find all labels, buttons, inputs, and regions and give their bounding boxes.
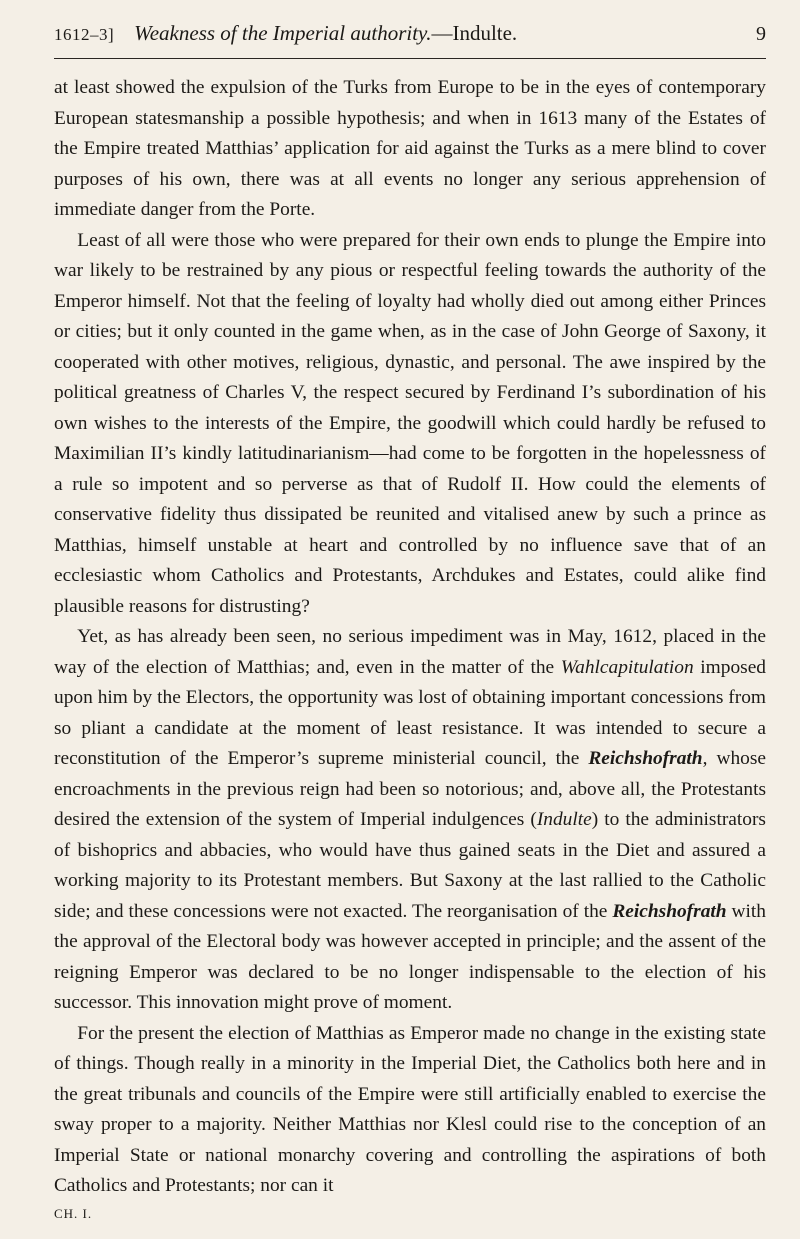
text-run: Least of all were those who were prepared for their own ends to plunge the Empire into war likely to be restrained by any pious or respectful feeling towards the authority of the Emperor himself. Not that the feeling of loyalty had wholly died out among either Princes or cities; but it only counted in the game when, as in the case of John George of Saxony, it cooperated with other motives, religious, dynastic, and personal. The awe inspired by the political greatness of Charles V, the respect secured by Ferdinand I’s subordination of his own wishes to the interests of the Empire, the goodwill which could hardly be refused to Maximilian II’s kindly latitudinarianism—had come to be forgotten in the hopelessness of a rule so impotent and so perverse as that of Rudolf II. How could the elements of conservative fidelity thus dissipated be reunited and vitalised anew by such a prince as Matthias, himself unstable at heart and controlled by no influence save that of an ecclesiastic whom Catholics and Protestants, Archdukes and Estates, could alike find plausible reasons for distrusting? (54, 229, 766, 617)
emphasis-term: Indulte (536, 809, 592, 830)
text-run: ) to the administrators of bishoprics and abbacies, who would have thus gained seats in the Diet and assured a working majority to its Protestant members. But Saxony at the last rallied to the Catholic side; and these concessions were not exacted. The reorganisation of the (54, 809, 766, 922)
running-title-rest: —Indulte. (431, 21, 518, 45)
running-header (54, 18, 766, 59)
text-run: For the present the election of Matthias as Emperor made no change in the existing state of things. Though really in a minority in the Imperial Diet, the Catholics both here and in the great tribunals and councils of the Empire were still artificially enabled to exercise the sway proper to a majority. Neither Matthias nor Klesl could rise to the conception of an Imperial State or national monarchy covering and controlling the aspirations of both Catholics and Protestants; nor can it (54, 1022, 766, 1196)
text-run: Yet, as has already been seen, no serious impediment was in May, 1612, placed in the way of the election of Matthias; and, even in the matter of the (54, 626, 766, 678)
emphasis-term: Reichshofrath (588, 748, 703, 769)
running-title-italic: Weakness of the Imperial authority. (134, 21, 432, 45)
date-range: 1612–3] (54, 25, 115, 44)
text-run: at least showed the expulsion of the Turks from Europe to be in the eyes of contemporary European statesmanship a possible hypothesis; and when in 1613 many of the Estates of the Empire treated Matthias’ application for aid against the Turks as a mere blind to cover purposes of his own, there was at all events no longer any serious apprehension of immediate danger from the Porte. (54, 77, 766, 220)
body-text (54, 73, 766, 1202)
paragraph (54, 622, 766, 1019)
emphasis-term: Reichshofrath (612, 900, 727, 922)
paragraph (54, 73, 766, 226)
paragraph (54, 226, 766, 623)
text-run: , whose encroachments in the previous reign had been so notorious; and, above all, the Protestants desired the extension of the system of Imperial indulgences ( (54, 748, 766, 830)
signature-mark: CH. I. (54, 1205, 93, 1221)
running-title (134, 18, 756, 48)
text-run: with the approval of the Electoral body was however accepted in principle; and the assent of the reigning Emperor was declared to be no longer indispensable to the election of his successor. This innovation might prove of moment. (54, 900, 766, 1013)
page-number: 9 (756, 23, 766, 45)
text-run: imposed upon him by the Electors, the opportunity was lost of obtaining important concessions from so pliant a candidate at the moment of least resistance. It was intended to secure a reconstitution of the Emperor’s supreme ministerial council, the (54, 656, 767, 769)
paragraph (54, 1019, 766, 1202)
book-page (54, 18, 766, 1222)
emphasis-term: Wahlcapitulation (560, 656, 694, 678)
